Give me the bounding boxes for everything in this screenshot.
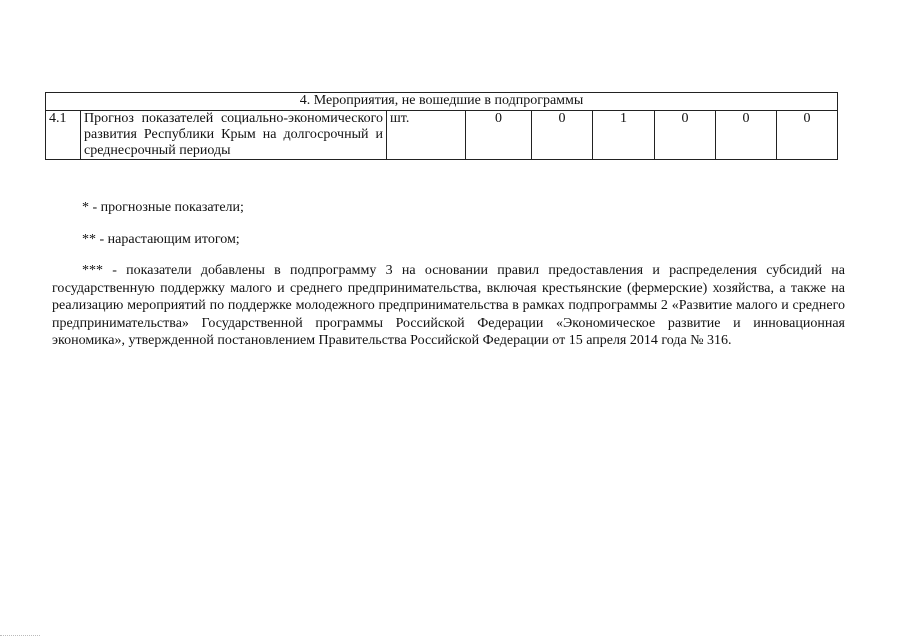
footnotes xyxy=(52,199,845,350)
scan-edge-mark xyxy=(0,635,40,638)
indicators-table xyxy=(45,92,838,160)
value-cell-6: 0 xyxy=(777,111,838,160)
section-header-row xyxy=(46,93,838,111)
footnote-forecast: * - прогнозные показатели; xyxy=(82,200,244,215)
value-cell-2: 0 xyxy=(532,111,593,160)
row-unit: шт. xyxy=(387,111,466,160)
value-cell-3: 1 xyxy=(593,111,655,160)
value-cell-4: 0 xyxy=(655,111,716,160)
footnote-subsidies: *** - показатели добавлены в подпрограмму 3 на основании правил предоставления и распределения субсидий на государственную поддержку малого и среднего предпринимательства, включая крестьянские (фермерские) хозяйства, а также на реализацию мероприятий по поддержке молодежного предпринимательства в рамках подпрограммы 2 «Развитие малого и среднего предпринимательства» Государственной программы Российской Федерации «Экономическое развитие и инновационная экономика», утвержденной постановлением Правительства Российской Федерации от 15 апреля 2014 года № 316. xyxy=(52,263,845,348)
row-name: Прогноз показателей социально-экономического развития Республики Крым на долгосрочный и среднесрочный периоды xyxy=(81,111,387,160)
value-cell-1: 0 xyxy=(466,111,532,160)
footnote-cumulative: ** - нарастающим итогом; xyxy=(82,231,240,247)
section-title: 4. Мероприятия, не вошедшие в подпрограммы xyxy=(46,93,838,111)
value-cell-5: 0 xyxy=(716,111,777,160)
table-row xyxy=(46,111,838,160)
row-number: 4.1 xyxy=(46,111,81,160)
